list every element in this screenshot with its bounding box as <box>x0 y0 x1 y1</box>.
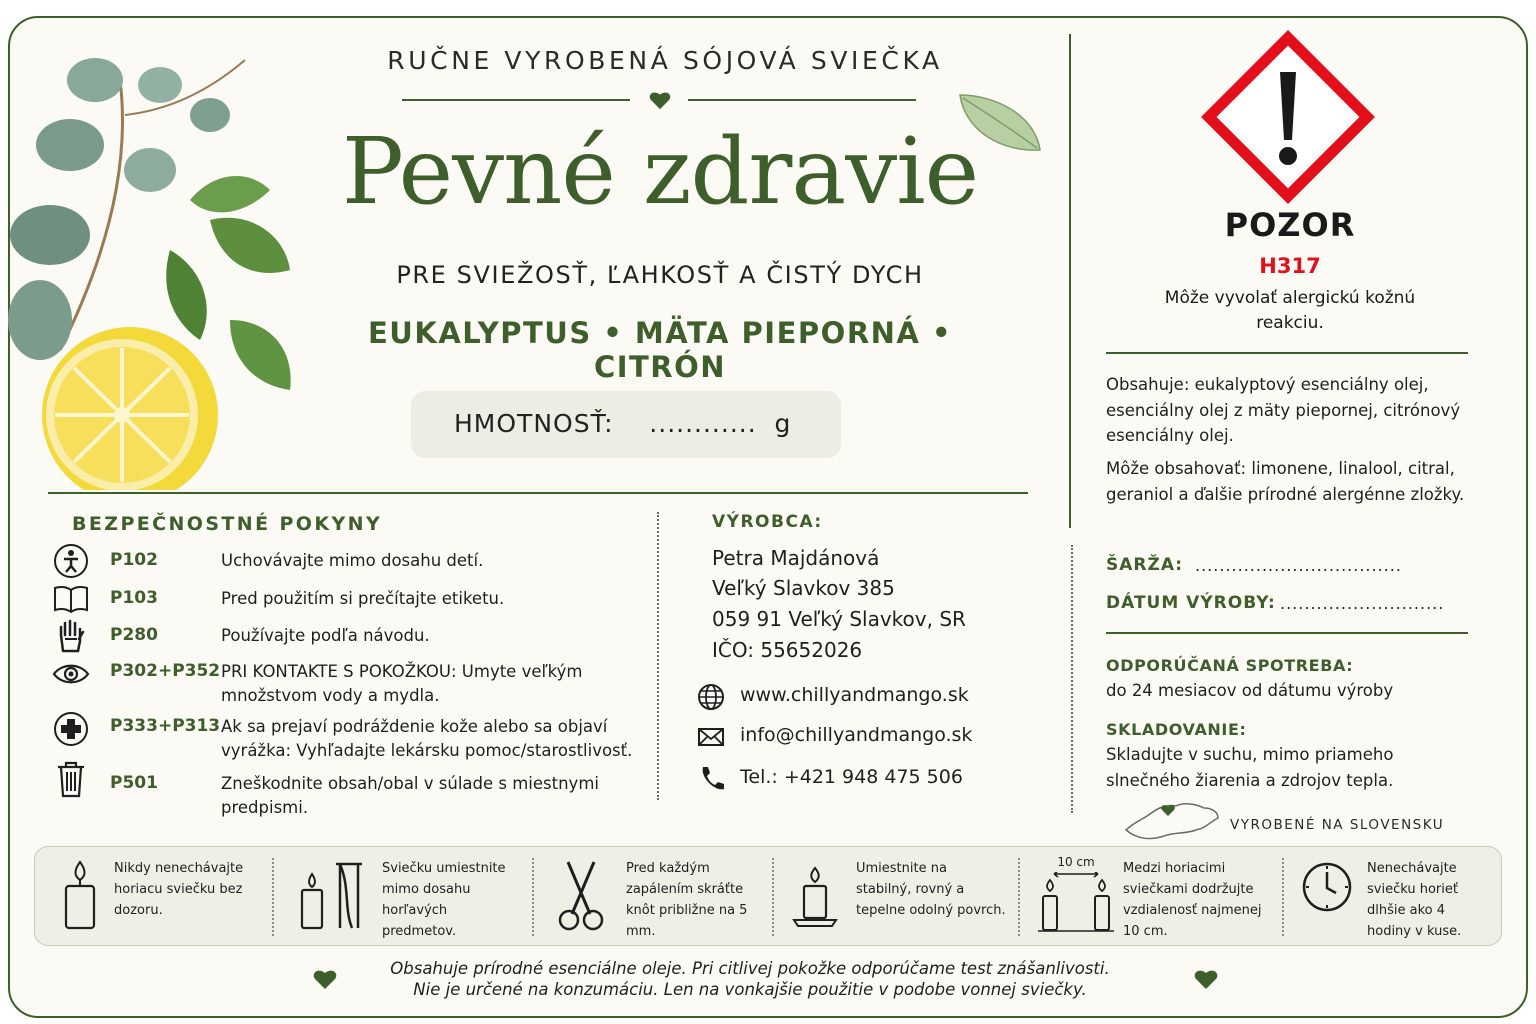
distance-label: 10 cm <box>1057 855 1095 869</box>
safety-text: PRI KONTAKTE S POKOŽKOU: Umyte veľkým množstvom vody a mydla. <box>221 662 583 705</box>
book-icon <box>52 580 90 618</box>
made-in-slovakia: VYROBENÉ NA SLOVENSKU <box>1230 817 1445 833</box>
footer-note <box>300 958 1200 1000</box>
instruction-text: Pred každým zapálením skráťte knôt približne na 5 mm. <box>626 861 748 939</box>
producer-address: Veľký Slavkov 385 <box>712 576 895 600</box>
hazard-code: H317 <box>1259 254 1321 278</box>
website-link[interactable]: www.chillyandmango.sk <box>740 684 969 706</box>
safety-title: BEZPEČNOSTNÉ POKYNY <box>72 513 383 535</box>
phone-number: Tel.: +421 948 475 506 <box>740 766 963 788</box>
instruction-text: Umiestnite na stabilný, rovný a tepelne odolný povrch. <box>856 861 1006 918</box>
safety-code: P280 <box>110 625 158 645</box>
product-title: Pevné zdravie <box>341 118 979 225</box>
instruction-text: Medzi horiacimi sviečkami dodržujte vzdialenosť najmenej 10 cm. <box>1123 861 1262 939</box>
email-link[interactable]: info@chillyandmango.sk <box>740 724 973 746</box>
phone-icon <box>696 764 726 794</box>
safety-text: Používajte podľa návodu. <box>221 626 430 645</box>
instruction-divider <box>1018 858 1020 936</box>
safety-text: Uchovávajte mimo dosahu detí. <box>221 551 484 570</box>
instruction-text: Sviečku umiestnite mimo dosahu horľavých predmetov. <box>382 861 506 939</box>
footer-line-1: Obsahuje prírodné esenciálne oleje. Pri citlivej pokožke odporúčame test znášanlivosti. <box>390 959 1110 978</box>
safety-code: P102 <box>110 550 158 570</box>
globe-icon <box>696 682 726 712</box>
storage-title: SKLADOVANIE: <box>1106 720 1247 739</box>
glove-icon <box>52 617 90 655</box>
weight-field: HMOTNOSŤ: ............ g <box>454 409 792 438</box>
slovakia-map-icon <box>1122 796 1222 846</box>
safety-text: Ak sa prejaví podráždenie kože alebo sa objaví vyrážka: Vyhľadajte lekársku pomoc/starostlivosť. <box>221 717 633 760</box>
lemon-icon <box>42 327 218 490</box>
batch-value: .................................. <box>1195 556 1402 575</box>
divider-vertical-right <box>1069 34 1071 528</box>
signal-word: POZOR <box>1224 206 1356 244</box>
tagline: RUČNE VYROBENÁ SÓJOVÁ SVIEČKA <box>387 46 943 75</box>
subtitle: PRE SVIEŽOSŤ, ĽAHKOSŤ A ČISTÝ DYCH <box>396 261 924 289</box>
divider-hazard <box>1106 352 1468 354</box>
instruction-divider <box>772 858 774 936</box>
ornament-line-left <box>402 99 630 101</box>
instruction-text: Nenechávajte sviečku horieť dlhšie ako 4 hodiny v kuse. <box>1367 861 1462 939</box>
allergens-text: Môže obsahovať: limonene, linalool, citral, geraniol a ďalšie prírodné alergénne zložky. <box>1106 459 1465 504</box>
candle-icon <box>58 858 102 934</box>
consumption-text: do 24 mesiacov od dátumu výroby <box>1106 681 1394 700</box>
candle-curtain-icon <box>296 858 368 934</box>
batch-label: ŠARŽA: <box>1106 555 1184 575</box>
trash-icon <box>52 760 90 798</box>
mail-icon <box>696 722 726 752</box>
botanical-illustration <box>0 20 320 490</box>
safety-code: P302+P352 <box>110 661 221 681</box>
divider-dotted-safety <box>657 512 659 800</box>
eye-icon <box>52 655 90 693</box>
safety-code: P333+P313 <box>110 716 221 736</box>
producer-title: VÝROBCA: <box>712 512 823 532</box>
instruction-divider <box>532 858 534 936</box>
safety-text: Pred použitím si prečítajte etiketu. <box>221 589 505 608</box>
heart-icon <box>649 90 671 110</box>
scent-list: EUKALYPTUS • MÄTA PIEPORNÁ • CITRÓN <box>368 316 952 384</box>
instruction-divider <box>1282 858 1284 936</box>
safety-code: P103 <box>110 588 158 608</box>
child-icon <box>52 542 90 580</box>
scissors-icon <box>556 858 606 934</box>
hazard-statement: Môže vyvolať alergickú kožnú reakciu. <box>1164 288 1416 333</box>
producer-name: Petra Majdánová <box>712 546 880 570</box>
clock-icon <box>1300 860 1354 914</box>
candles-distance-icon <box>1036 872 1116 934</box>
storage-text: Skladujte v suchu, mimo priameho slnečného žiarenia a zdrojov tepla. <box>1106 745 1394 790</box>
safety-text: Zneškodnite obsah/obal v súlade s miestnymi predpismi. <box>221 774 599 817</box>
ghs-exclamation-icon <box>1201 30 1375 204</box>
producer-city: 059 91 Veľký Slavkov, SR <box>712 607 966 631</box>
ingredients-text: Obsahuje: eukalyptový esenciálny olej, esenciálny olej z mäty piepornej, citrónový esenciálny olej. <box>1106 375 1461 445</box>
consumption-title: ODPORÚČANÁ SPOTREBA: <box>1106 656 1354 675</box>
production-date-value: ........................... <box>1280 594 1445 613</box>
divider-batch <box>1106 632 1468 634</box>
safety-code: P501 <box>110 773 158 793</box>
footer-line-2: Nie je určené na konzumáciu. Len na vonkajšie použitie v podobe vonnej sviečky. <box>413 980 1087 999</box>
candle-plate-icon <box>790 858 840 934</box>
instruction-divider <box>272 858 274 936</box>
heart-icon <box>1194 968 1218 990</box>
leaf-icon <box>955 90 1045 160</box>
divider-dotted-right <box>1071 545 1073 813</box>
instruction-text: Nikdy nenechávajte horiacu sviečku bez dozoru. <box>114 861 244 918</box>
divider-horizontal-main <box>48 492 1028 494</box>
producer-ico: IČO: 55652026 <box>712 638 863 662</box>
ornament-line-right <box>688 99 916 101</box>
production-date-label: DÁTUM VÝROBY: <box>1106 593 1276 613</box>
medical-cross-icon <box>52 710 90 748</box>
